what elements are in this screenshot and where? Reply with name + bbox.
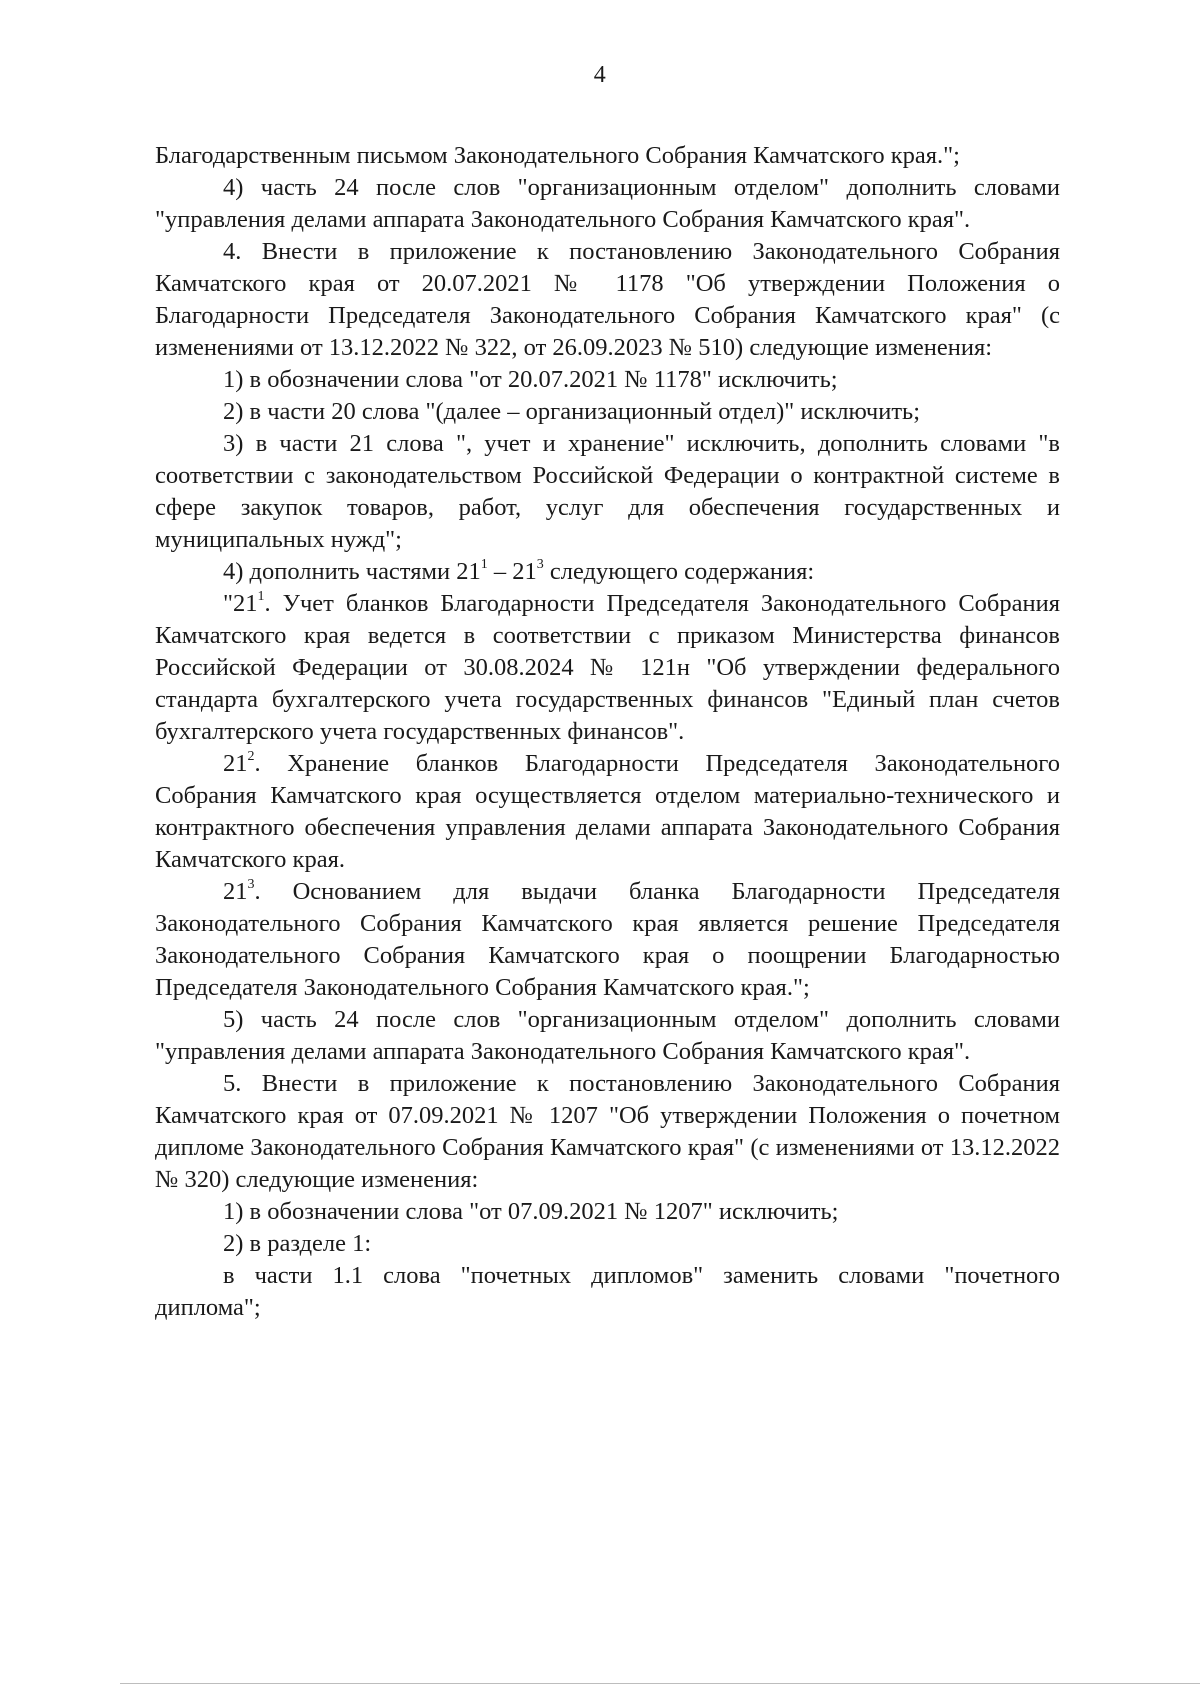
paragraph-part-21-1 [155, 588, 1060, 748]
paragraph-part-1-1: в части 1.1 слова "почетных дипломов" заменить словами "почетного диплома"; [155, 1262, 1060, 1321]
paragraph-item-4 [155, 556, 1060, 588]
superscript: 2 [247, 748, 255, 764]
superscript: 1 [480, 556, 488, 572]
paragraph-item-1: 1) в обозначении слова "от 20.07.2021 № 1178" исключить; [223, 366, 838, 393]
paragraph-section-4: 4. Внести в приложение к постановлению Законодательного Собрания Камчатского края от 20.07.2021 № 1178 "Об утверждении Положения о Благодарности Председателя Законодательного Собрания Камчатского края" (с изменениями от 13.12.2022 № 322, от 26.09.2023 № 510) следующие изменения: [155, 238, 1060, 361]
text-fragment: – 21 [487, 558, 537, 585]
document-body [155, 140, 1060, 1324]
paragraph-part-21-2 [155, 748, 1060, 876]
superscript: 3 [536, 556, 544, 572]
paragraph-item-2: 2) в части 20 слова "(далее – организационный отдел)" исключить; [223, 398, 921, 425]
text-fragment: . Учет бланков Благодарности Председателя Законодательного Собрания Камчатского края ведется в соответствии с приказом Министерства финансов Российской Федерации от 30.08.2024 № 121н "Об утверждении федерального стандарта бухгалтерского учета государственных финансов "Единый план счетов бухгалтерского учета государственных финансов". [155, 590, 1060, 745]
paragraph-item-1-designation: 1) в обозначении слова "от 07.09.2021 № 1207" исключить; [223, 1198, 839, 1225]
paragraph-section-5: 5. Внести в приложение к постановлению Законодательного Собрания Камчатского края от 07.09.2021 № 1207 "Об утверждении Положения о почетном дипломе Законодательного Собрания Камчатского края" (с изменениями от 13.12.2022 № 320) следующие изменения: [155, 1070, 1060, 1193]
text-fragment: . Хранение бланков Благодарности Председателя Законодательного Собрания Камчатского края осуществляется отделом материально-технического и контрактного обеспечения управления делами аппарата Законодательного Собрания Камчатского края. [155, 750, 1060, 873]
text-fragment: 21 [223, 878, 248, 905]
paragraph-part-21-3 [155, 876, 1060, 1004]
superscript: 3 [247, 876, 255, 892]
paragraph-item-3: 3) в части 21 слова ", учет и хранение" исключить, дополнить словами "в соответствии с законодательством Российской Федерации о контрактной системе в сфере закупок товаров, работ, услуг для обеспечения государственных и муниципальных нужд"; [155, 430, 1060, 553]
text-fragment: следующего содержания: [543, 558, 815, 585]
paragraph-item-4-part-24: 4) часть 24 после слов "организационным отделом" дополнить словами "управления делами аппарата Законодательного Собрания Камчатского края". [155, 174, 1060, 233]
bottom-rule-divider [120, 1683, 1200, 1684]
superscript: 1 [257, 588, 265, 604]
text-fragment: . Основанием для выдачи бланка Благодарности Председателя Законодательного Собрания Камчатского края является решение Председателя Законодательного Собрания Камчатского края о поощрении Благодарностью Председателя Законодательного Собрания Камчатского края."; [155, 878, 1060, 1001]
page-number: 4 [593, 62, 607, 88]
paragraph-continuation: Благодарственным письмом Законодательного Собрания Камчатского края."; [155, 142, 960, 169]
text-fragment: 21 [223, 750, 248, 777]
text-fragment: "21 [223, 590, 258, 617]
paragraph-item-5-part-24: 5) часть 24 после слов "организационным отделом" дополнить словами "управления делами аппарата Законодательного Собрания Камчатского края". [155, 1006, 1060, 1065]
text-fragment: 4) дополнить частями 21 [223, 558, 481, 585]
paragraph-item-2-section: 2) в разделе 1: [223, 1230, 372, 1257]
